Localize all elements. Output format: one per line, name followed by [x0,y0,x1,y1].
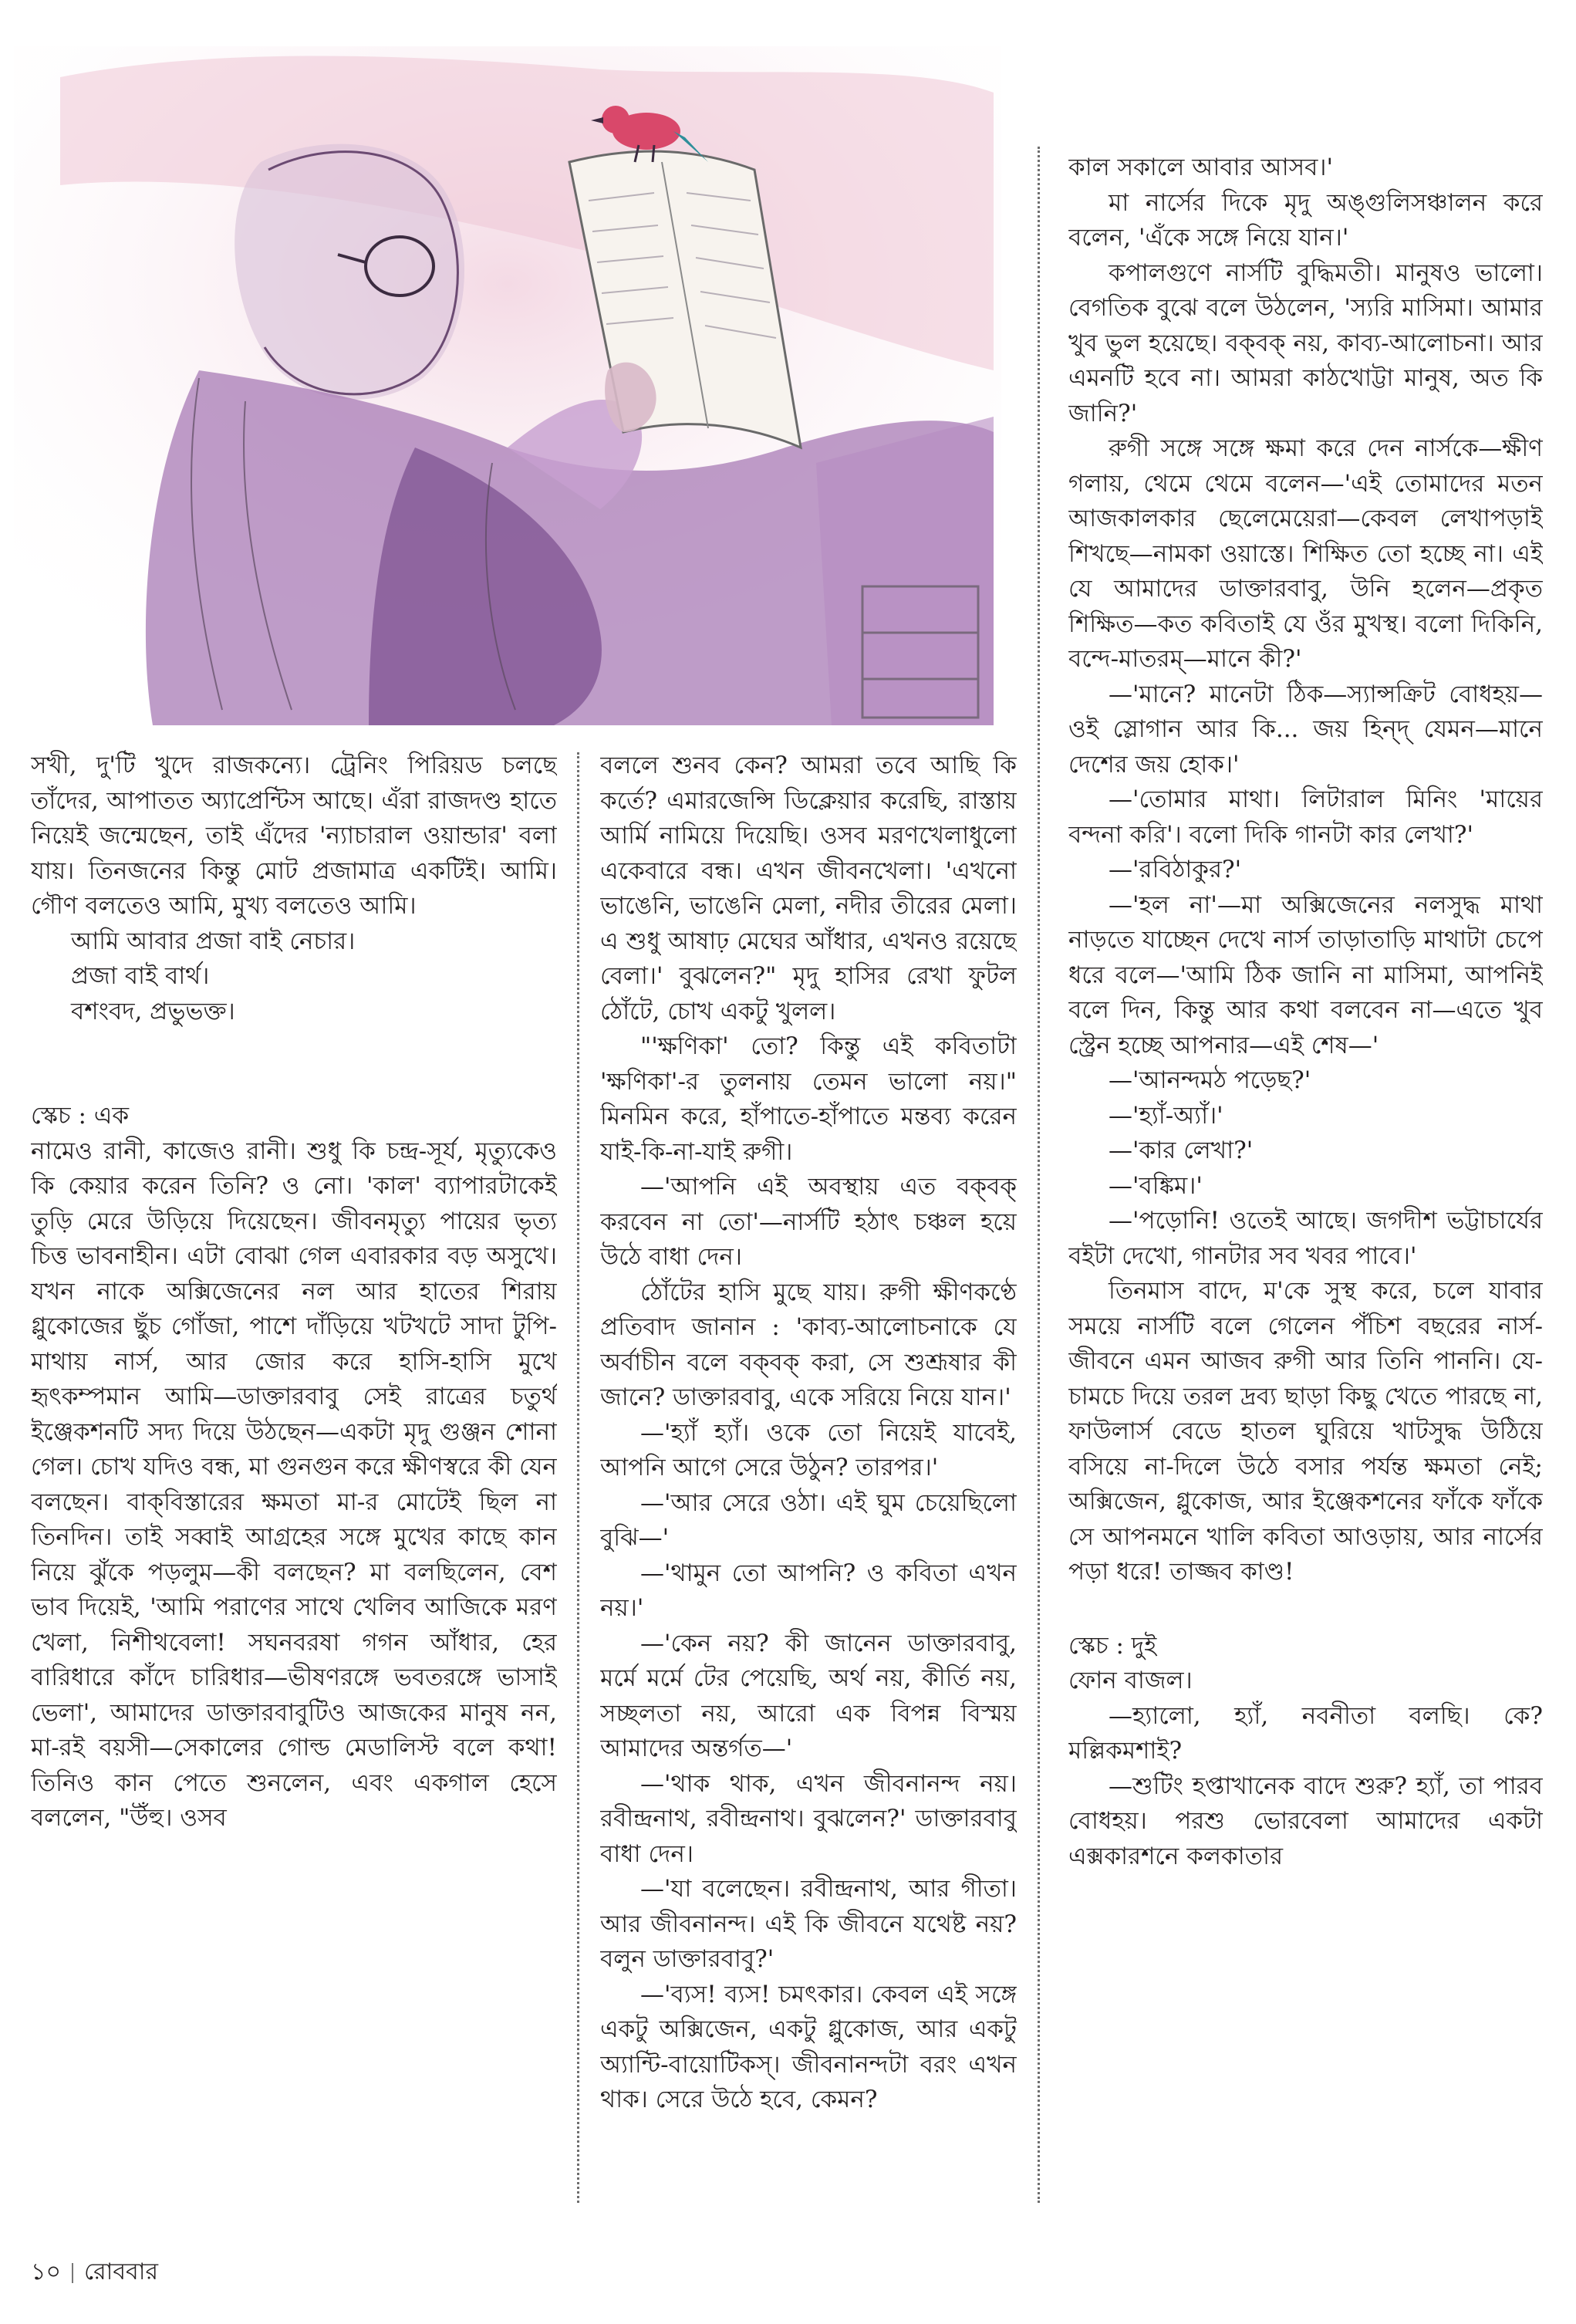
paragraph: —হ্যালো, হ্যাঁ, নবনীতা বলছি। কে? মল্লিকমশাই? [1068,1701,1543,1765]
paragraph: সখী, দু'টি খুদে রাজকন্যে। ট্রেনিং পিরিয়ড চলছে তাঁদের, আপাতত অ্যাপ্রেন্টিস আছে। এঁরা রাজদণ্ড হাতে নিয়েই জন্মেছেন, তাই এঁদের 'ন্যাচারাল ওয়ান্ডার' বলা যায়। তিনজনের কিন্তু মোট প্রজামাত্র একটিই। আমি। গৌণ বলতেও আমি, মুখ্য বলতেও আমি। [31,752,557,920]
paragraph: —'থাক থাক, এখন জীবনানন্দ নয়। রবীন্দ্রনাথ, রবীন্দ্রনাথ। বুঝলেন?' ডাক্তারবাবু বাধা দেন। [600,1769,1017,1868]
section-heading: স্কেচ : দুই [1068,1631,1157,1660]
paragraph: মা নার্সের দিকে মৃদু অঙ্গুলিসঞ্চালন করে বলেন, 'এঁকে সঙ্গে নিয়ে যান।' [1068,188,1543,252]
paragraph: —'হল না'—মা অক্সিজেনের নলসুদ্ধ মাথা নাড়তে যাচ্ছেন দেখে নার্স তাড়াতাড়ি মাথাটা চেপে ধরে বলে—'আমি ঠিক জানি না মাসিমা, আপনিই বলে দিন, কিন্তু আর কথা বলবেন না—এতে খুব স্ট্রেন হচ্ছে আপনার—এই শেষ—' [1068,890,1543,1059]
paragraph: ফোন বাজল। [1068,1667,1193,1694]
paragraph: —'আপনি এই অবস্থায় এত বক্‌বক্ করবেন না তো'—নার্সটি হঠাৎ চঞ্চল হয়ে উঠে বাধা দেন। [600,1173,1017,1271]
paragraph: —'আর সেরে ওঠা। এই ঘুম চেয়েছিলো বুঝি—' [600,1488,1017,1552]
article-column-left [31,748,557,2214]
paragraph: —'বঙ্কিম।' [1109,1171,1203,1200]
paragraph: বললে শুনব কেন? আমরা তবে আছি কি কর্তে? এমারজেন্সি ডিক্লেয়ার করেছি, রাস্তায় আর্মি নামিয়ে দিয়েছি। ওসব মরণখেলাধুলো একেবারে বন্ধ। এখন জীবনখেলা। 'এখনো ভাঙেনি, ভাঙেনি মেলা, নদীর তীরের মেলা। এ শুধু আষাঢ় মেঘের আঁধার, এখনও রয়েছে বেলা।' বুঝলেন?" মৃদু হাসির রেখা ফুটল ঠোঁটে, চোখ একটু খুলল। [600,752,1017,1025]
paragraph: —শুটিং হপ্তাখানেক বাদে শুরু? হ্যাঁ, তা পারব বোধহয়। পরশু ভোরবেলা আমাদের একটা এক্সকারশনে কলকাতার [1068,1772,1543,1870]
paragraph: নামেও রানী, কাজেও রানী। শুধু কি চন্দ্র-সূর্য, মৃত্যুকেও কি কেয়ার করেন তিনি? ও নো। 'কাল' ব্যাপারটাকেই তুড়ি মেরে উড়িয়ে দিয়েছেন। জীবনমৃত্যু পায়ের ভৃত্য চিত্ত ভাবনাহীন। এটা বোঝা গেল এবারকার বড় অসুখে। যখন নাকে অক্সিজেনের নল আর হাতের শিরায় গ্লুকোজের ছুঁচ গোঁজা, পাশে দাঁড়িয়ে খটখটে সাদা টুপি-মাথায় নার্স, আর জোর করে হাসি-হাসি মুখে হৃৎকম্পমান আমি—ডাক্তারবাবু সেই রাত্রের চতুর্থ ইঞ্জেকশনটি সদ্য দিয়ে উঠছেন—একটা মৃদু গুঞ্জন শোনা গেল। চোখ যদিও বন্ধ, মা গুনগুন করে ক্ষীণস্বরে কী যেন বলছেন। বাক্‌বিস্তারের ক্ষমতা মা-র মোটেই ছিল না তিনদিন। তাই সব্বাই আগ্রহের সঙ্গে মুখের কাছে কান নিয়ে ঝুঁকে পড়লুম—কী বলছেন? মা বলছিলেন, বেশ ভাব দিয়েই, 'আমি পরাণের সাথে খেলিব আজিকে মরণ খেলা, নিশীথবেলা! সঘনবরষা গগন আঁধার, হের বারিধারে কাঁদে চারিধার—ভীষণরঙ্গে ভবতরঙ্গে ভাসাই ভেলা', আমাদের ডাক্তারবাবুটিও আজকের মানুষ নন, মা-রই বয়সী—সেকালের গোল্ড মেডালিস্ট বলে কথা! তিনিও কান পেতে শুনলেন, এবং একগাল হেসে বললেন, "উঁহু। ওসব [31,1137,557,1832]
paragraph: ঠোঁটের হাসি মুছে যায়। রুগী ক্ষীণকণ্ঠে প্রতিবাদ জানান : 'কাব্য-আলোচনাকে যে অর্বাচীন বলে বক্‌বক্ করা, সে শুশ্রূষার কী জানে? ডাক্তারবাবু, একে সরিয়ে নিয়ে যান।' [600,1278,1017,1411]
column-divider-right [1038,147,1040,2203]
paragraph: —'হ্যাঁ হ্যাঁ। ওকে তো নিয়েই যাবেই, আপনি আগে সেরে উঠুন? তারপর।' [600,1418,1017,1481]
section-heading: স্কেচ : এক [31,1102,130,1130]
paragraph: —'ব্যস! ব্যস! চমৎকার। কেবল এই সঙ্গে একটু অক্সিজেন, একটু গ্লুকোজ, আর একটু অ্যান্টি-বায়োটিকস্। জীবনানন্দটা বরং এখন থাক। সেরে উঠে হবে, কেমন? [600,1980,1017,2113]
paragraph: —'কার লেখা?' [1109,1137,1254,1164]
paragraph: "'ক্ষণিকা' তো? কিন্তু এই কবিতাটা 'ক্ষণিকা'-র তুলনায় তেমন ভালো নয়।" মিনমিন করে, হাঁপাতে-হাঁপাতে মন্তব্য করেন যাই-কি-না-যাই রুগী। [600,1032,1017,1166]
reading-man-illustration [14,46,1001,725]
verse-line: প্রজা বাই বার্থ। [71,962,210,990]
paragraph: —'কেন নয়? কী জানেন ডাক্তারবাবু, মর্মে মর্মে টের পেয়েছি, অর্থ নয়, কীর্তি নয়, সচ্ছলতা নয়, আরো এক বিপন্ন বিস্ময় আমাদের অন্তর্গত—' [600,1629,1017,1762]
paragraph: কপালগুণে নার্সটি বুদ্ধিমতী। মানুষও ভালো। বেগতিক বুঝে বলে উঠলেন, 'স্যরি মাসিমা। আমার খুব ভুল হয়েছে। বক্‌বক্ নয়, কাব্য-আলোচনা। আর এমনটি হবে না। আমরা কাঠখোট্টা মানুষ, অত কি জানি?' [1068,258,1543,427]
spacer [31,1029,557,1099]
page-footer [31,2253,158,2292]
paragraph: —'রবিঠাকুর?' [1109,856,1242,883]
paragraph: তিনমাস বাদে, ম'কে সুস্থ করে, চলে যাবার সময়ে নার্সটি বলে গেলেন পঁচিশ বছরের নার্স-জীবনে এমন আজব রুগী আর তিনি পাননি। যে-চামচে দিয়ে তরল দ্রব্য ছাড়া কিছু খেতে পারছে না, ফাউলার্স বেডে হাতল ঘুরিয়ে খাটসুদ্ধ উঠিয়ে বসিয়ে না-দিলে উঠে বসার পর্যন্ত ক্ষমতা নেই; অক্সিজেন, গ্লুকোজ, আর ইঞ্জেকশনের ফাঁকে ফাঁকে সে আপনমনে খালি কবিতা আওড়ায়, আর নার্সের পড়া ধরে! তাজ্জব কাণ্ড! [1068,1277,1543,1586]
paragraph: —'আনন্দমঠ পড়েছ?' [1109,1066,1311,1094]
article-column-middle [600,748,1017,2214]
verse-line: আমি আবার প্রজা বাই নেচার। [71,927,356,955]
paragraph: —'থামুন তো আপনি? ও কবিতা এখন নয়।' [600,1559,1017,1622]
paragraph: রুগী সঙ্গে সঙ্গে ক্ষমা করে দেন নার্সকে—ক্ষীণ গলায়, থেমে থেমে বলেন—'এই তোমাদের মতন আজকালকার ছেলেমেয়েরা—কেবল লেখাপড়াই শিখছে—নামকা ওয়াস্তে। শিক্ষিত তো হচ্ছে না। এই যে আমাদের ডাক্তারবাবু, উনি হলেন—প্রকৃত শিক্ষিত—কত কবিতাই যে ওঁর মুখস্থ। বলো দিকিনি, বন্দে-মাতরম্—মানে কী?' [1068,434,1543,673]
article-column-right [1068,150,1543,2218]
footer-separator [72,2263,73,2283]
paragraph: —'তোমার মাথা। লিটারাল মিনিং 'মায়ের বন্দনা করি'। বলো দিকি গানটা কার লেখা?' [1068,785,1543,849]
paragraph: —'পড়োনি! ওতেই আছে। জগদীশ ভট্টাচার্যের বইটা দেখো, গানটার সব খবর পাবে।' [1068,1207,1543,1270]
verse-line: বশংবদ, প্রভুভক্ত। [71,997,235,1025]
paragraph: —'মানে? মানেটা ঠিক—স্যান্সক্রিট বোধহয়—ওই স্লোগান আর কি... জয় হিন্দ্ যেমন—মানে দেশের জয় হোক।' [1068,680,1543,779]
magazine-name: রোববার [83,2258,158,2285]
column-divider-left [577,752,579,2203]
paragraph: —'হ্যাঁ-অ্যাঁ।' [1109,1101,1223,1130]
paragraph: —'যা বলেছেন। রবীন্দ্রনাথ, আর গীতা। আর জীবনানন্দ। এই কি জীবনে যথেষ্ট নয়? বলুন ডাক্তারবাবু?' [600,1875,1017,1973]
paragraph: কাল সকালে আবার আসব।' [1068,154,1334,181]
page-number: ১০ [31,2258,61,2285]
